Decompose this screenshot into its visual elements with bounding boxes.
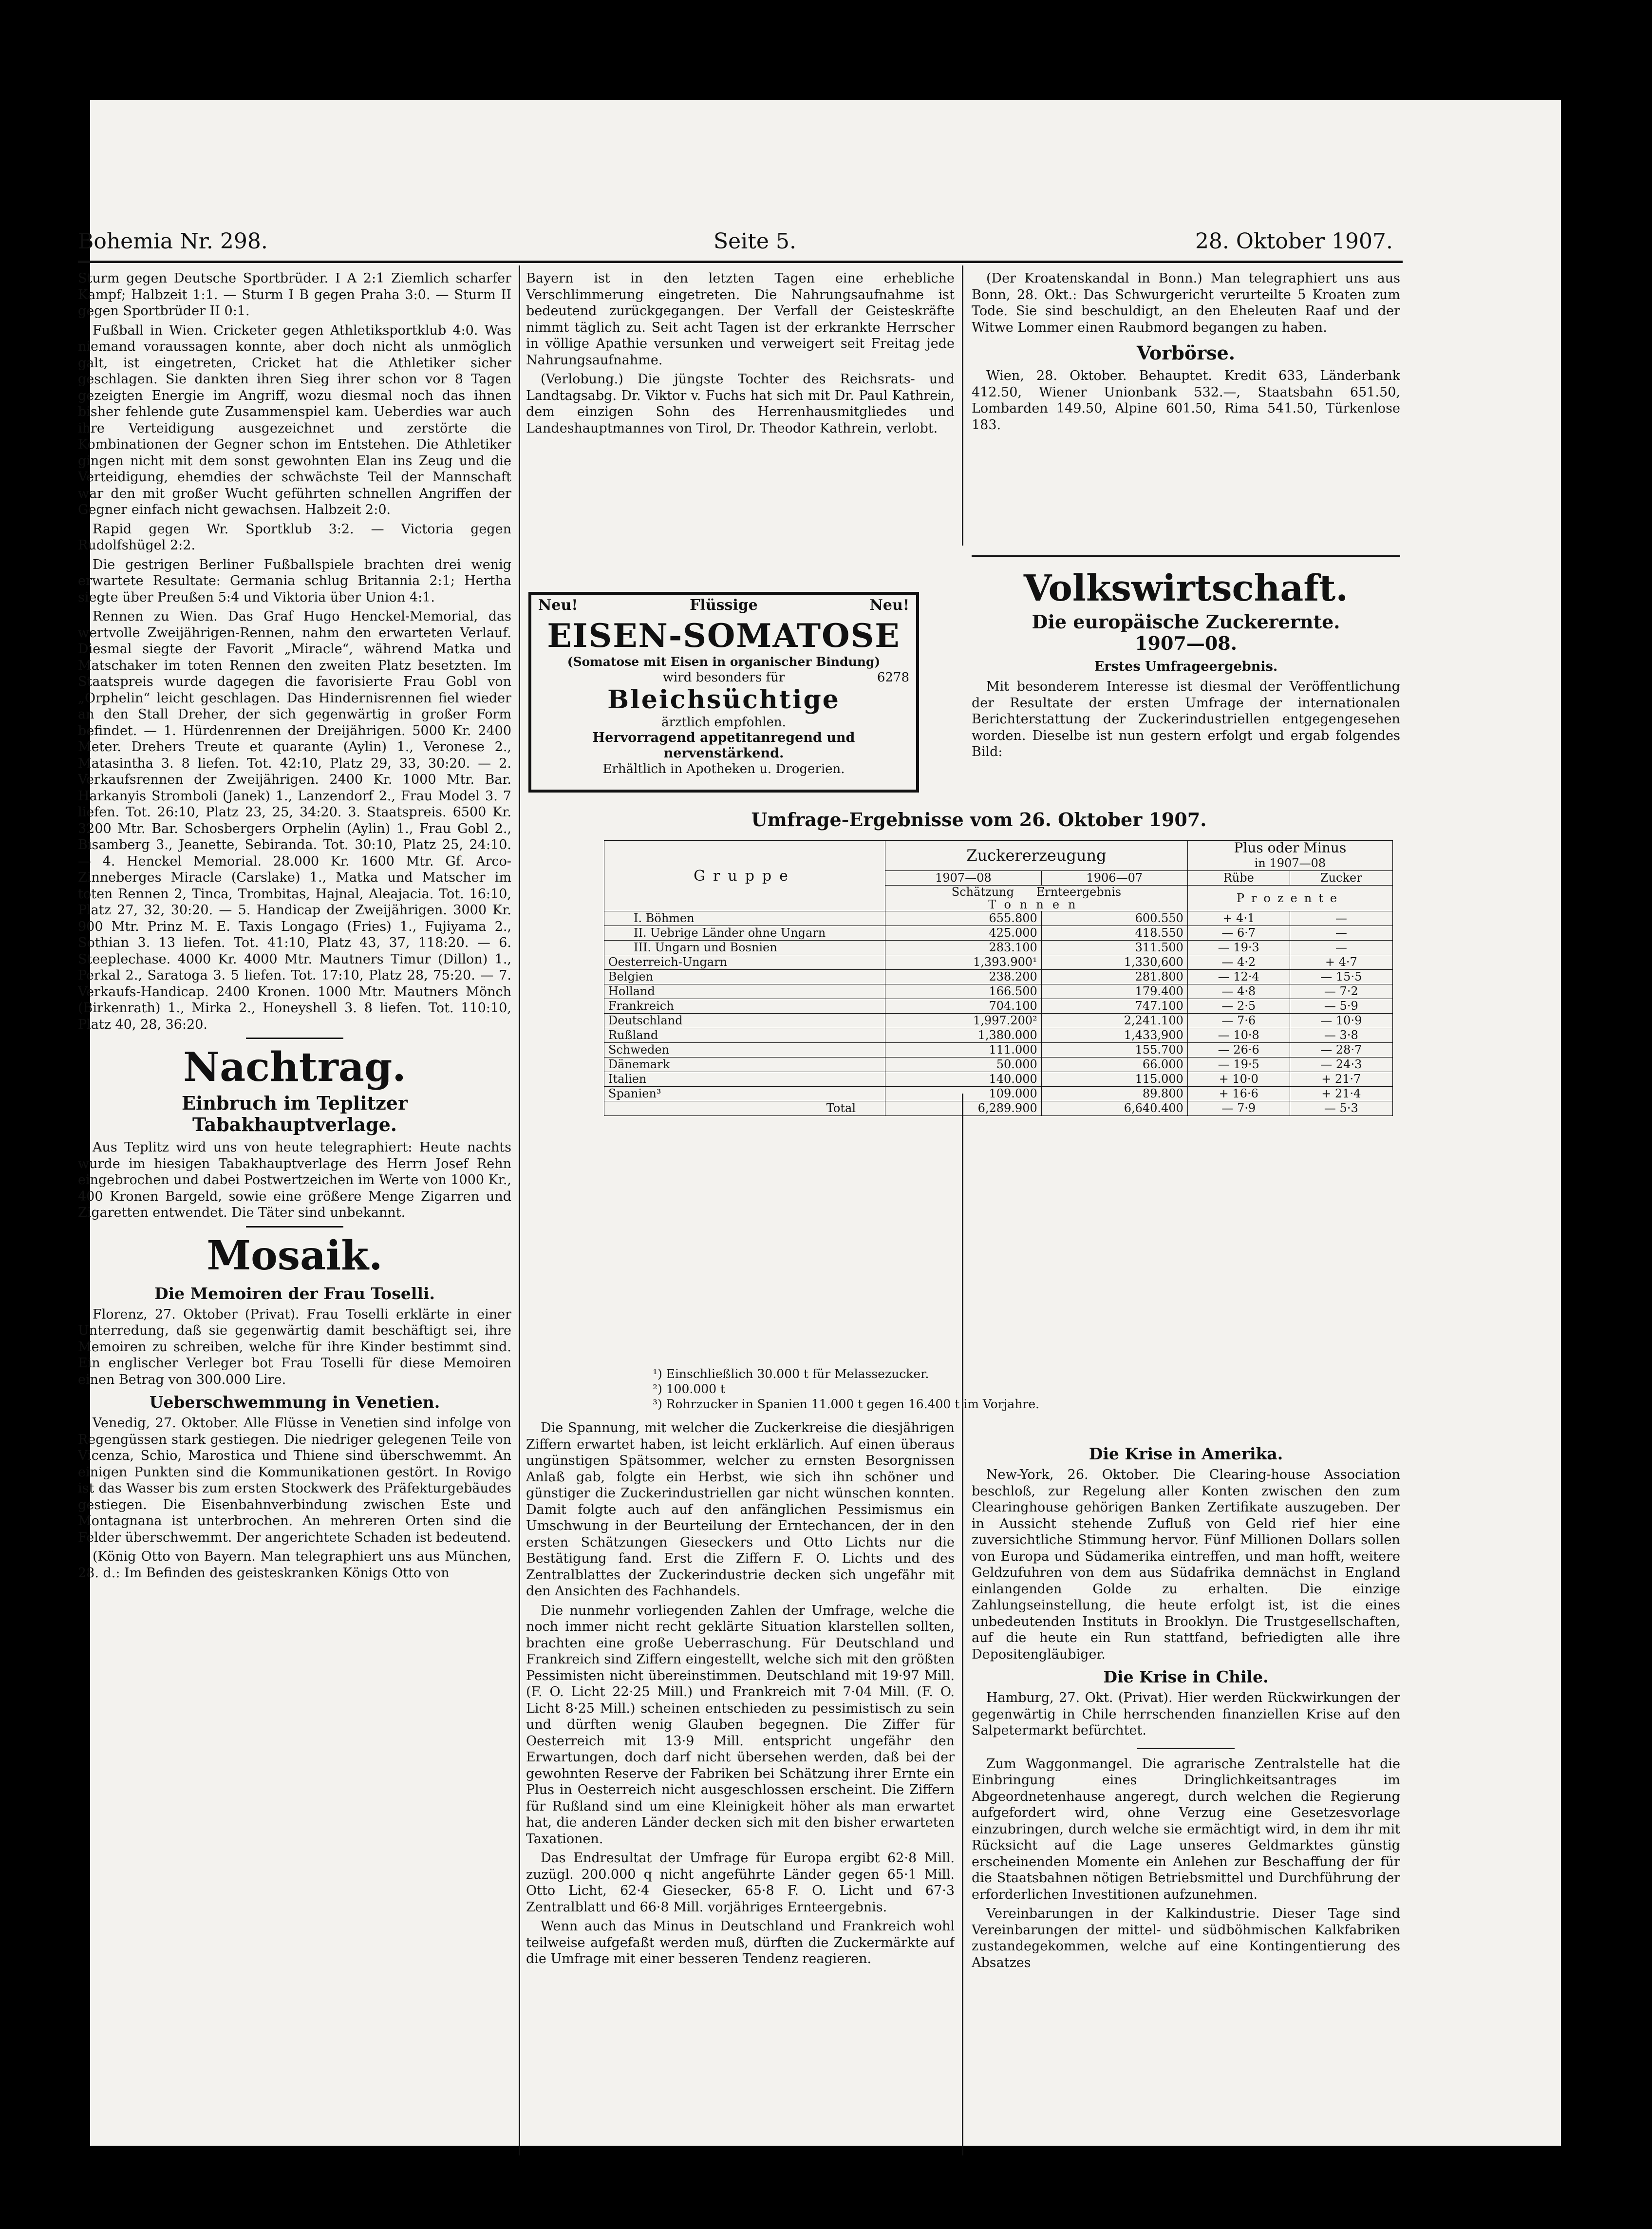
eisen-somatose-ad [528,592,919,793]
column-1 [78,270,511,2160]
country-row-s: 111.000 [885,1043,1042,1058]
vorboerse-rule [972,555,1400,557]
country-row-name: Frankreich [604,999,885,1014]
country-row [604,955,1393,970]
country-row-e: 1,330,600 [1041,955,1187,970]
country-row [604,984,1393,999]
country-row-z: + 4·7 [1290,955,1392,970]
ad-erhaeltlich: Erhältlich in Apotheken u. Drogerien. [602,762,845,776]
group-rows [604,911,1393,955]
verlobung-text: (Verlobung.) Die jüngste Tochter des Reichsrats- und Landtagsabg. Dr. Viktor v. Fuchs hat sich mit Dr. Paul Kathrein, dem einzigen Sohn des Herrenhausmitgliedes und Landeshauptmannes von Tirol, Dr. Theodor Kathrein, verlobt. [526,372,955,436]
column-3-top [972,270,1400,553]
column-2-top [526,270,955,555]
country-row-r: — 10·8 [1187,1028,1290,1043]
header-right: 28. Oktober 1907. [1195,229,1393,254]
country-row-r: — 7·6 [1187,1014,1290,1028]
col-zuckererzeugung: Zuckererzeugung [885,841,1188,871]
zuckerernte-heading: Die europäische Zuckerernte. [1032,611,1340,633]
country-row-e: 89.800 [1041,1087,1187,1101]
country-row [604,1087,1393,1101]
nachtrag-heading: Nachtrag. [183,1044,406,1091]
nachtrag-subheading: Einbruch im Teplitzer Tabakhauptverlage. [182,1092,408,1135]
kroaten-text: (Der Kroatenskandal in Bonn.) Man telegraphiert uns aus Bonn, 28. Okt.: Das Schwurgericht verurteilte 5 Kroaten zum Tode. Sie sind beschuldigt, an den Eheleuten Raaf und der Witwe Lommer einen Raubmord begangen zu haben. [972,271,1400,335]
nachtrag-text: Aus Teplitz wird uns von heute telegraphiert: Heute nachts wurde im hiesigen Tabakhauptverlage des Herrn Josef Rehn eingebrochen und dabei Postwertzeichen im Werte von 1000 Kr., 400 Kronen Bargeld, sowie eine größere Menge Zigarren und Zigaretten entwendet. Die Täter sind unbekannt. [78,1140,511,1220]
ad-wird-line [531,670,916,685]
total-schaetzung: 6,289.900 [885,1101,1042,1116]
section-divider [246,1038,343,1039]
country-row-e: 115.000 [1041,1072,1187,1087]
waggon-text: Zum Waggonmangel. Die agrarische Zentralstelle hat die Einbringung eines Dringlichkeitsantrages im Abgeordnetenhause angeregt, durch welchen die Regierung aufgefordert wird, ohne Verzug eine Gesetzesvorlage einzubringen, durch welche sie ermächtigt wird, in dem ihr mit Rücksicht auf die Lage unseres Geldmarktes günstig erscheinenden Momente ein Anlehen zur Beschaffung der für die Staatsbahnen nötigen Betriebsmittel und Durchführung der erforderlichen Investitionen aufzunehmen. [972,1756,1400,1902]
amerika-text: New-York, 26. Oktober. Die Clearing-house Association beschloß, zur Regelung aller Konten zwischen den zum Clearinghouse gehörigen Banken Zertifikate auszugeben. Der in Aussicht stehende Zufluß von Geld rief hier eine zuversichtliche Stimmung hervor. Fünf Millionen Dollars sollen von Europa und Südamerika eintreffen, und man hofft, weitere Geldzufuhren von dem aus Südafrika demnächst in England einlangenden Golde zu erhalten. Die einzige Zahlungseinstellung, die heute erfolgt ist, ist die eines unbedeutenden Instituts in Brooklyn. Die Trustgesellschaften, auf die heute ein Run stattfand, befriedigten alle ihre Depositengläubiger. [972,1467,1400,1662]
country-row-z: — 7·2 [1290,984,1392,999]
group-row [604,911,1393,926]
country-row-r: — 26·6 [1187,1043,1290,1058]
vorboerse-heading: Vorbörse. [1136,342,1236,364]
header-rule [78,261,1403,263]
ad-code: 6278 [877,670,909,685]
country-row-r: — 12·4 [1187,970,1290,984]
volkswirtschaft-intro: Mit besonderem Interesse ist diesmal der Veröffentlichung der Resultate der ersten Umfrage der internationalen Berichterstattung der Zuckerindustriellen entgegengesehen worden. Dieselbe ist nun gestern erfolgt und ergab folgendes Bild: [972,679,1400,759]
country-row-z: — 15·5 [1290,970,1392,984]
zucker-paragraph: Die Spannung, mit welcher die Zuckerkreise die diesjährigen Ziffern erwartet haben, ist leicht erklärlich. Auf einen überaus ungünstigen Spätsommer, welcher zu ernsten Besorgnissen Anlaß gab, folgte ein Herbst, wie sich ihn schöner und günstiger die Zuckerindustriellen gar nicht wünschen konnten. Damit folgte auch auf den anfänglichen Pessimismus ein Umschwung in der Beurteilung der Erntechancen, der in den ersten Schätzungen Gieseckers und Otto Lichts nur die Bestätigung fand. Erst die Ziffern F. O. Lichts und des Zentralblattes der Zuckerindustrie decken sich ungefähr mit den Ansichten des Fachhandels. [526,1420,955,1599]
zuckerernte-year: 1907—08. [1135,632,1237,654]
country-row-e: 179.400 [1041,984,1187,999]
col-plus-label: Plus oder Minus [1234,840,1347,856]
country-row-s: 1,393.900¹ [885,955,1042,970]
group-row-z: — [1290,911,1392,926]
country-row-r: + 10·0 [1187,1072,1290,1087]
col-schaetzung: Schätzung [951,885,1014,899]
country-row [604,1043,1393,1058]
sport-paragraph: Rapid gegen Wr. Sportklub 3:2. — Victoria gegen Rudolfshügel 2:2. [78,521,511,553]
col-zucker: Zucker [1290,871,1392,886]
country-row-r: — 4·2 [1187,955,1290,970]
group-row-name: II. Uebrige Länder ohne Ungarn [604,926,885,941]
country-row-name: Italien [604,1072,885,1087]
country-row-e: 281.800 [1041,970,1187,984]
total-ruebe: — 7·9 [1187,1101,1290,1116]
group-row-z: — [1290,941,1392,955]
country-row-r: — 19·5 [1187,1058,1290,1072]
col-ruebe: Rübe [1187,871,1290,886]
ad-arzt: ärztlich empfohlen. [661,715,786,730]
volkswirtschaft-heading: Volkswirtschaft. [1023,567,1349,609]
table-title: Umfrage-Ergebnisse vom 26. Oktober 1907. [751,809,1207,831]
country-row [604,1058,1393,1072]
section-divider [246,1226,343,1228]
country-row-s: 704.100 [885,999,1042,1014]
group-row-s: 655.800 [885,911,1042,926]
country-row-name: Oesterreich-Ungarn [604,955,885,970]
col-plus-minus [1187,841,1392,871]
header-left: Bohemia Nr. 298. [78,229,268,254]
col-units [885,886,1188,911]
footnote: ²) 100.000 t [653,1382,726,1396]
col-in-label: in 1907—08 [1254,856,1326,870]
sport-paragraph: Sturm gegen Deutsche Sportbrüder. I A 2:1 Ziemlich scharfer Kampf; Halbzeit 1:1. — Sturm I B gegen Praha 3:0. — Sturm II gegen Sportbrüder II 0:1. [78,271,511,319]
country-row-e: 155.700 [1041,1043,1187,1058]
total-zucker: — 5·3 [1290,1101,1392,1116]
country-rows [604,955,1393,1101]
group-row-name: I. Böhmen [604,911,885,926]
country-row [604,1014,1393,1028]
total-row [604,1101,1393,1116]
column-rule-1 [519,265,520,2155]
ad-top-line [531,598,916,617]
sport-paragraph: Rennen zu Wien. Das Graf Hugo Henckel-Memorial, das wertvolle Zweijährigen-Rennen, nahm den erwarteten Verlauf. Diesmal siegte der Favorit „Miracle“, während Matka und Matschaker im toten Rennen den zweiten Platz besetzten. Im Staatspreis wurde dagegen die favorisierte Frau Gobl von „Orphelin“ leicht geschlagen. Das Hindernisrennen fiel wieder an den Stall Dreher, der sich gegenwärtig in großer Form befindet. — 1. Hürdenrennen der Dreijährigen. 5000 Kr. 2400 Meter. Drehers Treute et quarante (Aylin) 1., Veronese 2., Matasintha 3. 8 liefen. Tot. 42:10, Platz 29, 33, 30:20. — 2. Verkaufsrennen der Zweijährigen. 2400 Kr. 1000 Mtr. Bar. Harkanyis Stromboli (Janek) 1., Lanzendorf 2., Frau Model 3. 7 liefen. Tot. 26:10, Platz 23, 25, 34:20. 3. Staatspreis. 6500 Kr. 3200 Mtr. Bar. Schosbergers Orphelin (Aylin) 1., Frau Gobl 2., Bisamberg 3., Jeanette, Sebiranda. Tot. 30:10, Platz 25, 24:10. — 4. Henckel Memorial. 28.000 Kr. 1600 Mtr. Gf. Arco-Zinneberges Miracle (Carslake) 1., Matka und Matscher im toten Rennen 2, Tinca, Trombitas, Hajnal, Aleajacia. Tot. 16:10, Platz 27, 32, 30:20. — 5. Handicap der Zweijährigen. 3000 Kr. 900 Mtr. Prinz M. E. Taxis Longago (Fries) 1., Fujiyama 2., Sothian 3. 13 liefen. Tot. 41:10, Platz 43, 37, 118:20. — 6. Steeplechase. 4000 Kr. 4000 Mtr. Mautners Timur (Dillon) 1., Perkal 2., Saratoga 3. 5 liefen. Tot. 17:10, Platz 28, 75:20. — 7. Verkaufs-Handicap. 2400 Kronen. 1000 Mtr. Mautners Mönch (Birkenrath) 1., Mirka 2., Honeyshell 3. 8 liefen. Tot. 110:10, Platz 40, 28, 36:20. [78,609,511,1032]
ad-paren: (Somatose mit Eisen in organischer Bindung) [567,655,881,669]
umfrage-subheading: Erstes Umfrageergebnis. [1094,659,1278,674]
column-rule-2b [962,1094,963,2155]
col-tonnen: Tonnen [988,898,1085,911]
chile-text: Hamburg, 27. Okt. (Privat). Hier werden Rückwirkungen der gegenwärtig in Chile herrschenden finanziellen Krise auf den Salpetermarkt befürchtet. [972,1690,1400,1738]
country-row [604,970,1393,984]
zucker-paragraph: Wenn auch das Minus in Deutschland und Frankreich wohl teilweise aufgefaßt werden muß, dürften die Zuckermärkte auf die Umfrage mit einer besseren Tendenz reagieren. [526,1919,955,1966]
country-row-s: 238.200 [885,970,1042,984]
country-row-s: 1,997.200² [885,1014,1042,1028]
chile-heading: Die Krise in Chile. [1103,1667,1269,1686]
zucker-paragraph: Die nunmehr vorliegenden Zahlen der Umfrage, welche die noch immer nicht recht geklärte Situation klarstellen sollten, brachten eine große Ueberraschung. Für Deutschland und Frankreich sind Ziffern eingestellt, welche sich mit den größten Pessimisten nicht übereinstimmen. Deutschland mit 19·97 Mill. (F. O. Licht 22·25 Mill.) und Frankreich mit 7·04 Mill. (F. O. Licht 8·25 Mill.) scheinen entschieden zu pessimistisch zu sein und dürften wenig Glauben begegnen. Die Ziffer für Oesterreich mit 13·9 Mill. entspricht ungefähr den Erwartungen, doch darf nicht übersehen werden, daß bei der gewohnten Reserve der Fabriken bei Schätzung ihrer Ernte ein Plus in Oesterreich nicht ausgeschlossen erscheint. Die Ziffern für Rußland sind um eine Kleinigkeit höher als man erwartet hat, die anderen Länder decken sich mit den bisher erwarteten Taxationen. [526,1603,955,1847]
ad-fluessige: Flüssige [690,597,758,614]
ad-appetit: Hervorragend appetitanregend und nervenstärkend. [592,730,855,761]
country-row-r: + 16·6 [1187,1087,1290,1101]
group-row-s: 283.100 [885,941,1042,955]
footnote: ³) Rohrzucker in Spanien 11.000 t gegen 16.400 t im Vorjahre. [653,1397,1040,1411]
country-row [604,1028,1393,1043]
otto-continued: Bayern ist in den letzten Tagen eine erhebliche Verschlimmerung eingetreten. Die Nahrungsaufnahme ist bedeutend zurückgegangen. Der Verfall der Geisteskräfte nimmt täglich zu. Seit acht Tagen ist der erkrankte Herrscher in völlige Apathie versunken und verweigert seit Freitag jede Nahrungsaufnahme. [526,271,955,368]
col-gruppe: Gruppe [604,841,885,911]
country-row-z: — 28·7 [1290,1043,1392,1058]
column-rule-2 [962,265,963,546]
country-row [604,999,1393,1014]
country-row-z: — 5·9 [1290,999,1392,1014]
country-row-name: Holland [604,984,885,999]
sport-paragraph: Die gestrigen Berliner Fußballspiele brachten drei wenig erwartete Resultate: Germania schlug Britannia 2:1; Hertha siegte über Preußen 5:4 und Viktoria über Union 4:1. [78,557,511,605]
header-center: Seite 5. [713,229,796,254]
newspaper-page [78,124,1403,2024]
kalk-text: Vereinbarungen in der Kalkindustrie. Dieser Tage sind Vereinbarungen der mittel- und südböhmischen Kalkfabriken zustandegekommen, welche auf eine Kontingentierung des Absatzes [972,1906,1400,1970]
toselli-subheading: Die Memoiren der Frau Toselli. [154,1284,435,1303]
footnote: ¹) Einschließlich 30.000 t für Melassezucker. [653,1367,929,1381]
toselli-text: Florenz, 27. Oktober (Privat). Frau Toselli erklärte in einer Unterredung, daß sie gegenwärtig damit beschäftigt sei, ihre Memoiren zu schreiben, welche für ihre Kinder bestimmt sind. Ein englischer Verleger bot Frau Toselli für diese Memoiren einen Betrag von 300.000 Lire. [78,1306,511,1387]
column-3-bottom [972,1439,1400,2155]
ad-neu-right: Neu! [869,597,909,614]
ad-wird: wird besonders für [662,670,785,685]
column-2-bottom [526,1420,955,2151]
country-row-z: + 21·4 [1290,1087,1392,1101]
volkswirtschaft-section [972,567,1400,840]
sport-paragraph: Fußball in Wien. Cricketer gegen Athletiksportklub 4:0. Was niemand voraussagen konnte, aber doch nicht als unmöglich galt, ist eingetreten, Cricket hat die Athletiker sicher geschlagen. Sie dankten ihren Sieg ihrer schon vor 8 Tagen gezeigten Energie im Angriff, wozu diesmal noch das ihnen bisher fehlende gute Zusammenspiel kam. Ueberdies war auch ihre Verteidigung ausgezeichnet und zerstörte die Kombinationen der Gegner schon im Entstehen. Die Athletiker gingen nicht mit dem sonst gewohnten Elan ins Zeug und die Verteidigung, ehemdies der schwächste Teil der Mannschaft war den mit großer Wucht geführten schnellen Angriffen der Gegner einfach nicht gewachsen. Halbzeit 2:0. [78,322,511,517]
ad-product: EISEN-SOMATOSE [547,617,901,655]
col-prozente: Prozente [1187,886,1392,911]
group-row [604,926,1393,941]
mosaik-heading: Mosaik. [206,1232,383,1279]
country-row-s: 140.000 [885,1072,1042,1087]
country-row-s: 109.000 [885,1087,1042,1101]
country-row-e: 2,241.100 [1041,1014,1187,1028]
otto-text: (König Otto von Bayern. Man telegraphiert uns aus München, 28. d.: Im Befinden des geisteskranken Königs Otto von [78,1549,511,1581]
section-divider [1137,1748,1235,1749]
page-header [78,229,1403,258]
vorboerse-text: Wien, 28. Oktober. Behauptet. Kredit 633, Länderbank 412.50, Wiener Unionbank 532.—, Staatsbahn 651.50, Lombarden 149.50, Alpine 601.50, Rima 541.50, Türkenlose 183. [972,368,1400,433]
country-row-name: Rußland [604,1028,885,1043]
col-ernte: Ernteergebnis [1036,885,1122,899]
country-row-r: — 2·5 [1187,999,1290,1014]
zucker-table [604,840,1393,1116]
total-label: Total [604,1101,885,1116]
group-row-s: 425.000 [885,926,1042,941]
group-row-r: + 4·1 [1187,911,1290,926]
ad-neu-left: Neu! [538,597,578,614]
group-row-r: — 19·3 [1187,941,1290,955]
col-1906: 1906—07 [1041,871,1187,886]
table-footnotes [653,1366,1383,1412]
country-row-e: 1,433,900 [1041,1028,1187,1043]
country-row-e: 747.100 [1041,999,1187,1014]
venetien-subheading: Ueberschwemmung in Venetien. [149,1393,440,1412]
group-row-z: — [1290,926,1392,941]
country-row-z: — 10·9 [1290,1014,1392,1028]
country-row-s: 166.500 [885,984,1042,999]
group-row [604,941,1393,955]
country-row-z: — 24·3 [1290,1058,1392,1072]
group-row-r: — 6·7 [1187,926,1290,941]
group-row-name: III. Ungarn und Bosnien [604,941,885,955]
col-1907: 1907—08 [885,871,1042,886]
country-row-name: Dänemark [604,1058,885,1072]
country-row-z: — 3·8 [1290,1028,1392,1043]
group-row-e: 311.500 [1041,941,1187,955]
country-row-s: 50.000 [885,1058,1042,1072]
country-row-name: Belgien [604,970,885,984]
country-row-e: 66.000 [1041,1058,1187,1072]
group-row-e: 600.550 [1041,911,1187,926]
venetien-text: Venedig, 27. Oktober. Alle Flüsse in Venetien sind infolge von Regengüssen stark gestiegen. Die niedriger gelegenen Teile von Vicenza, Schio, Marostica und Thiene sind überschwemmt. An einigen Punkten sind die Kommunikationen gestört. In Rovigo ist das Wasser bis zum ersten Stockwerk des Präfekturgebäudes gestiegen. Die Eisenbahnverbindung zwischen Este und Montagnana ist unterbrochen. An mehreren Orten sind die Felder überschwemmt. Der angerichtete Schaden ist bedeutend. [78,1416,511,1545]
country-row-name: Spanien³ [604,1087,885,1101]
country-row [604,1072,1393,1087]
country-row-name: Schweden [604,1043,885,1058]
total-ernte: 6,640.400 [1041,1101,1187,1116]
country-row-s: 1,380.000 [885,1028,1042,1043]
country-row-name: Deutschland [604,1014,885,1028]
ad-target: Bleichsüchtige [607,685,840,715]
country-row-r: — 4·8 [1187,984,1290,999]
zucker-paragraph: Das Endresultat der Umfrage für Europa ergibt 62·8 Mill. zuzügl. 200.000 q nicht angeführte Länder gegen 65·1 Mill. Otto Licht, 62·4 Giesecker, 65·8 F. O. Licht und 67·3 Zentralblatt und 66·8 Mill. vorjähriges Ernteergebnis. [526,1851,955,1915]
table-header-row [604,841,1393,871]
amerika-heading: Die Krise in Amerika. [1089,1444,1283,1463]
country-row-z: + 21·7 [1290,1072,1392,1087]
group-row-e: 418.550 [1041,926,1187,941]
